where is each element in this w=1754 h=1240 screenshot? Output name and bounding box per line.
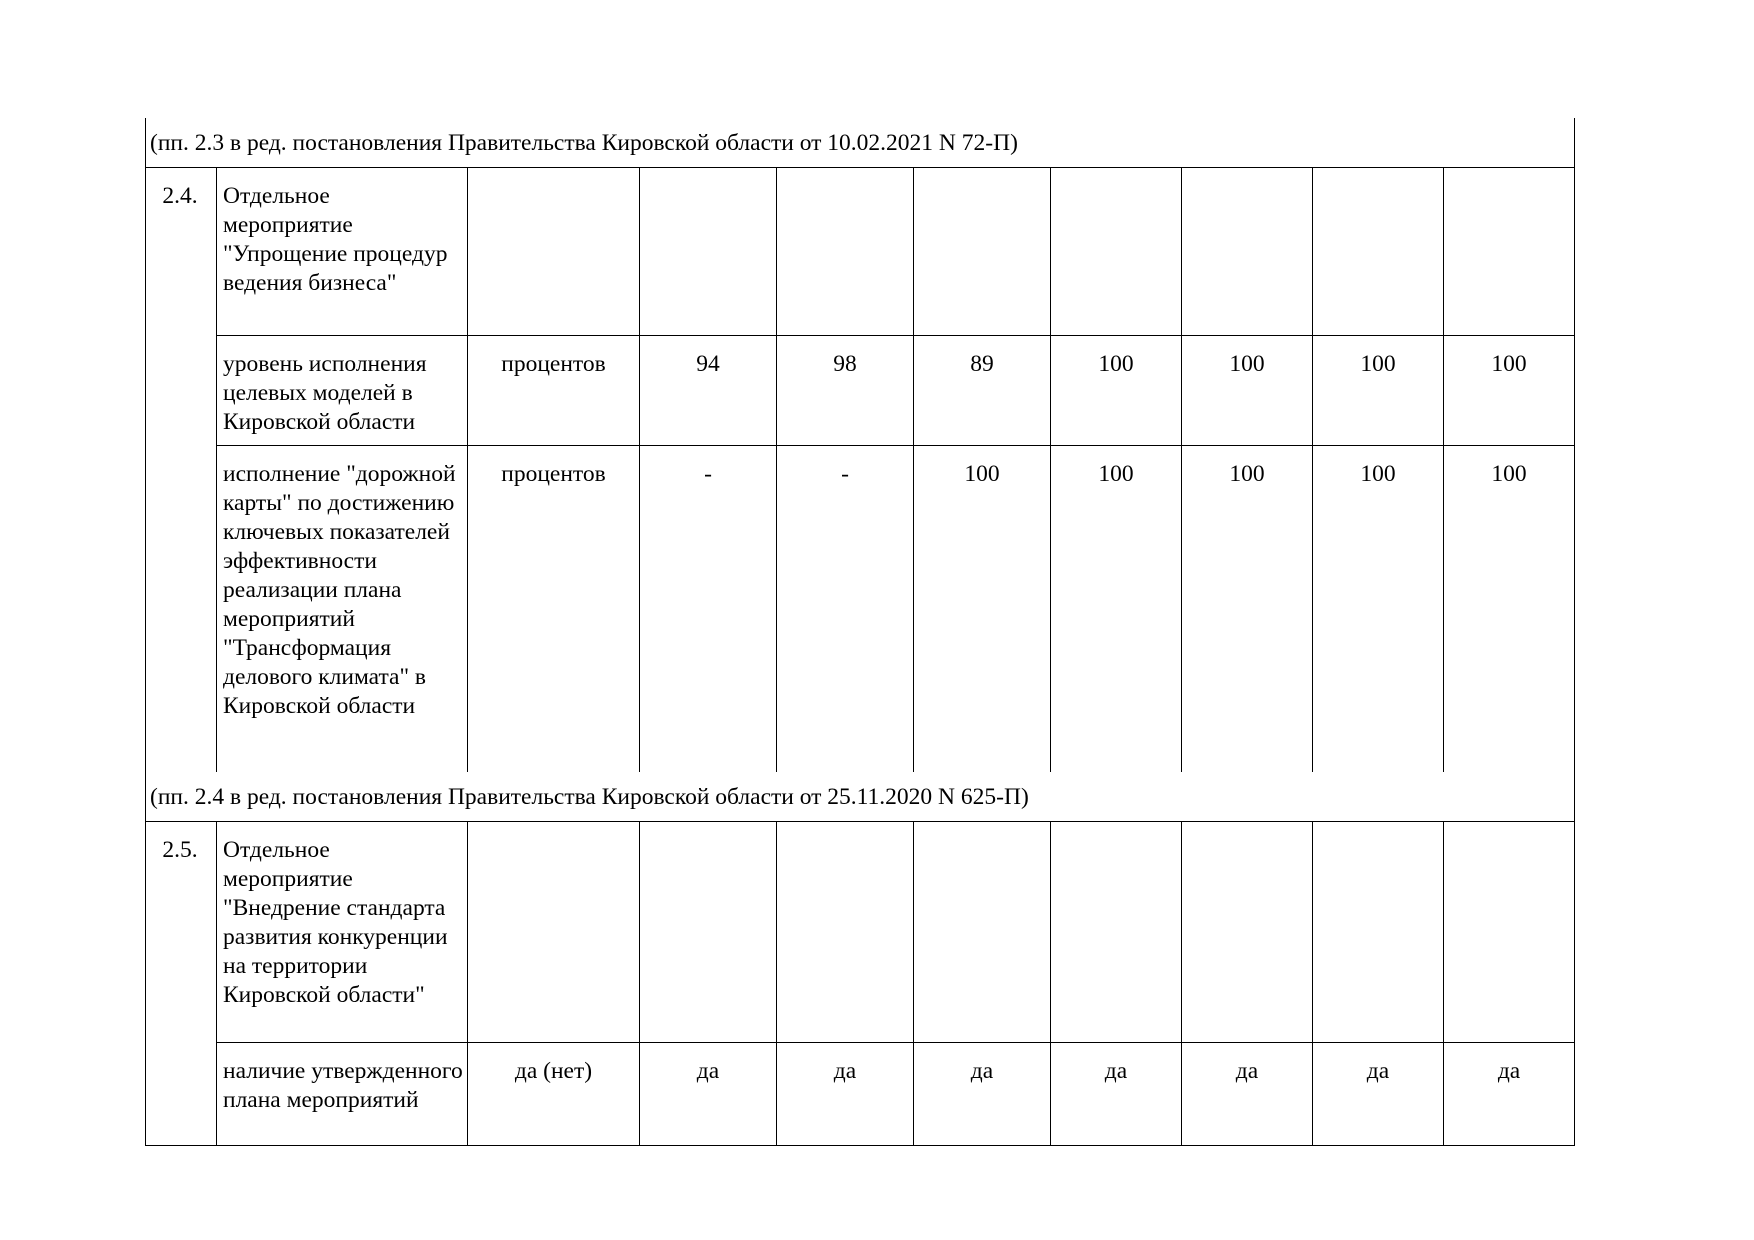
indicator-value: -: [640, 446, 777, 773]
section-title: Отдельное мероприятие "Внедрение стандарта развития конкуренции на территории Кировской области": [217, 822, 468, 1043]
indicator-value: 100: [914, 446, 1051, 773]
section-title: Отдельное мероприятие "Упрощение процедур ведения бизнеса": [217, 168, 468, 336]
table-row: [146, 168, 1575, 336]
indicator-value: 100: [1051, 336, 1182, 446]
indicator-value: 100: [1313, 336, 1444, 446]
indicator-value: да: [1182, 1043, 1313, 1146]
note-row-2-3: [146, 118, 1575, 168]
indicator-value: 100: [1182, 336, 1313, 446]
indicator-value: 98: [777, 336, 914, 446]
indicator-value: да: [1444, 1043, 1575, 1146]
indicator-unit: процентов: [468, 446, 640, 773]
indicator-value: да: [640, 1043, 777, 1146]
indicator-value: 100: [1182, 446, 1313, 773]
indicator-value: да: [1313, 1043, 1444, 1146]
indicator-name: исполнение "дорожной карты" по достижению ключевых показателей эффективности реализации плана мероприятий "Трансформация делового климата" в Кировской области: [217, 446, 468, 773]
indicators-table: [145, 118, 1575, 1146]
indicator-value: -: [777, 446, 914, 773]
table-row: [146, 822, 1575, 1043]
indicator-value: да: [1051, 1043, 1182, 1146]
table-row: [146, 446, 1575, 773]
indicator-value: 100: [1444, 446, 1575, 773]
indicator-value: да: [914, 1043, 1051, 1146]
indicator-value: 100: [1051, 446, 1182, 773]
indicator-value: да: [777, 1043, 914, 1146]
amendment-note-2-3: (пп. 2.3 в ред. постановления Правительства Кировской области от 10.02.2021 N 72-П): [146, 118, 1575, 168]
indicator-value: 94: [640, 336, 777, 446]
indicator-value: 100: [1444, 336, 1575, 446]
table-row: [146, 336, 1575, 446]
section-number: 2.5.: [146, 822, 217, 1146]
indicator-value: 89: [914, 336, 1051, 446]
note-row-2-4: [146, 772, 1575, 822]
indicator-name: наличие утвержденного плана мероприятий: [217, 1043, 468, 1146]
table-row: [146, 1043, 1575, 1146]
section-number: 2.4.: [146, 168, 217, 773]
indicator-unit: да (нет): [468, 1043, 640, 1146]
indicator-value: 100: [1313, 446, 1444, 773]
indicator-unit: процентов: [468, 336, 640, 446]
amendment-note-2-4: (пп. 2.4 в ред. постановления Правительства Кировской области от 25.11.2020 N 625-П): [146, 772, 1575, 822]
indicator-name: уровень исполнения целевых моделей в Кировской области: [217, 336, 468, 446]
